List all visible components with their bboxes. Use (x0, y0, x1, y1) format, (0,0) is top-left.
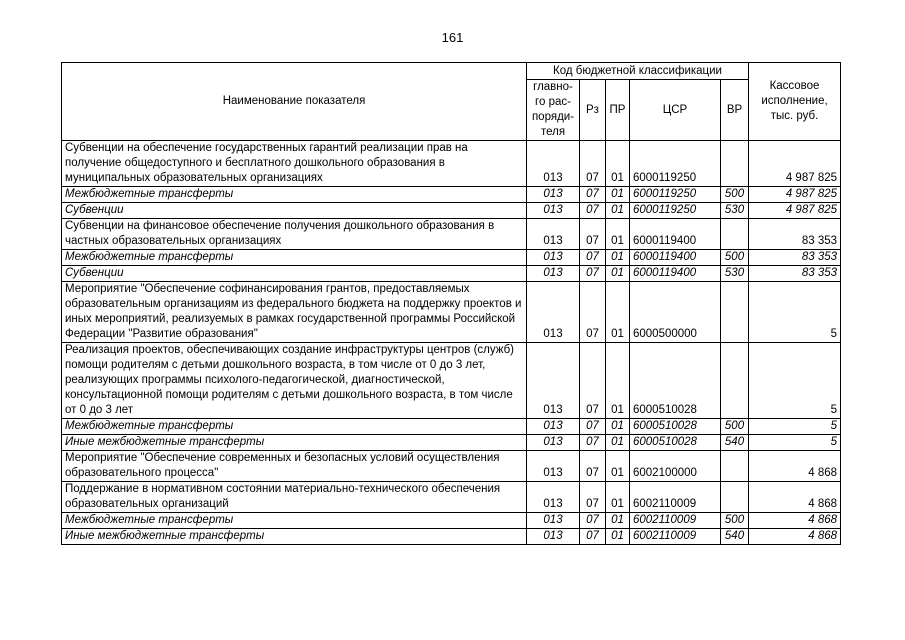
target-article-cell: 6000510028 (630, 343, 721, 419)
amount-cell: 5 (749, 435, 841, 451)
expense-type-cell: 540 (721, 529, 749, 545)
indicator-name-cell: Реализация проектов, обеспечивающих создание инфраструктуры центров (служб) помощи родителям с детьми дошкольного возраста, в том числе от 0 до 3 лет, реализующих программы психолого-педагогической, диагностической, консультационной помощи родителям с детьми дошкольного возраста, в том числе от 0 до 3 лет (62, 343, 527, 419)
amount-cell: 4 987 825 (749, 141, 841, 187)
target-article-cell: 6002110009 (630, 513, 721, 529)
amount-cell: 4 868 (749, 513, 841, 529)
section-cell: 07 (580, 529, 606, 545)
chief-administrator-cell: 013 (527, 451, 580, 482)
table-row (62, 451, 841, 482)
subsection-cell: 01 (606, 529, 630, 545)
target-article-cell: 6002110009 (630, 482, 721, 513)
amount-cell: 4 868 (749, 529, 841, 545)
expense-type-cell (721, 219, 749, 250)
section-cell: 07 (580, 482, 606, 513)
amount-cell: 4 868 (749, 482, 841, 513)
section-cell: 07 (580, 266, 606, 282)
target-article-cell: 6000119250 (630, 187, 721, 203)
subsection-cell: 01 (606, 343, 630, 419)
amount-cell: 5 (749, 419, 841, 435)
indicator-name-cell: Иные межбюджетные трансферты (62, 435, 527, 451)
target-article-cell: 6000510028 (630, 419, 721, 435)
expense-type-cell: 530 (721, 266, 749, 282)
subsection-cell: 01 (606, 513, 630, 529)
section-cell: 07 (580, 187, 606, 203)
amount-cell: 4 987 825 (749, 203, 841, 219)
chief-administrator-cell: 013 (527, 282, 580, 343)
section-cell: 07 (580, 451, 606, 482)
subsection-cell: 01 (606, 219, 630, 250)
header-subsection: ПР (606, 80, 630, 141)
table-row (62, 250, 841, 266)
chief-administrator-cell: 013 (527, 187, 580, 203)
amount-cell: 83 353 (749, 266, 841, 282)
target-article-cell: 6000500000 (630, 282, 721, 343)
table-row (62, 203, 841, 219)
table-row (62, 266, 841, 282)
chief-administrator-cell: 013 (527, 435, 580, 451)
table-body (62, 141, 841, 545)
expense-type-cell (721, 451, 749, 482)
header-indicator-name: Наименование показателя (62, 63, 527, 141)
subsection-cell: 01 (606, 250, 630, 266)
table-row (62, 187, 841, 203)
expense-type-cell: 500 (721, 250, 749, 266)
section-cell: 07 (580, 282, 606, 343)
target-article-cell: 6000119400 (630, 266, 721, 282)
subsection-cell: 01 (606, 266, 630, 282)
indicator-name-cell: Межбюджетные трансферты (62, 250, 527, 266)
table-row (62, 343, 841, 419)
budget-table (61, 62, 841, 545)
subsection-cell: 01 (606, 187, 630, 203)
table-row (62, 219, 841, 250)
target-article-cell: 6002110009 (630, 529, 721, 545)
table-row (62, 513, 841, 529)
amount-cell: 83 353 (749, 219, 841, 250)
amount-cell: 4 868 (749, 451, 841, 482)
expense-type-cell: 540 (721, 435, 749, 451)
chief-administrator-cell: 013 (527, 219, 580, 250)
target-article-cell: 6000119250 (630, 141, 721, 187)
chief-administrator-cell: 013 (527, 343, 580, 419)
indicator-name-cell: Субвенции (62, 203, 527, 219)
chief-administrator-cell: 013 (527, 419, 580, 435)
indicator-name-cell: Мероприятие "Обеспечение софинансирования грантов, предоставляемых образовательным организациям из федерального бюджета на поддержку проектов и иных мероприятий, реализуемых в рамках государственной программы Российской Федерации "Развитие образования" (62, 282, 527, 343)
page-number: 161 (441, 30, 464, 45)
section-cell: 07 (580, 343, 606, 419)
subsection-cell: 01 (606, 482, 630, 513)
section-cell: 07 (580, 435, 606, 451)
section-cell: 07 (580, 141, 606, 187)
table-row (62, 141, 841, 187)
chief-administrator-cell: 013 (527, 482, 580, 513)
subsection-cell: 01 (606, 419, 630, 435)
indicator-name-cell: Субвенции на обеспечение государственных гарантий реализации прав на получение общедоступного и бесплатного дошкольного образования в муниципальных образовательных организациях (62, 141, 527, 187)
subsection-cell: 01 (606, 141, 630, 187)
header-cash-execution (749, 63, 841, 141)
header-cash-execution-text: Кассовое исполнение, тыс. руб. (761, 80, 828, 122)
header-target-article: ЦСР (630, 80, 721, 141)
chief-administrator-cell: 013 (527, 203, 580, 219)
expense-type-cell (721, 141, 749, 187)
section-cell: 07 (580, 419, 606, 435)
target-article-cell: 6000119250 (630, 203, 721, 219)
subsection-cell: 01 (606, 435, 630, 451)
expense-type-cell (721, 482, 749, 513)
section-cell: 07 (580, 513, 606, 529)
header-expense-type: ВР (721, 80, 749, 141)
chief-administrator-cell: 013 (527, 141, 580, 187)
section-cell: 07 (580, 219, 606, 250)
expense-type-cell (721, 343, 749, 419)
header-budget-classification: Код бюджетной классификации (527, 63, 749, 80)
indicator-name-cell: Межбюджетные трансферты (62, 513, 527, 529)
expense-type-cell: 530 (721, 203, 749, 219)
indicator-name-cell: Мероприятие "Обеспечение современных и безопасных условий осуществления образовательного процесса" (62, 451, 527, 482)
indicator-name-cell: Межбюджетные трансферты (62, 187, 527, 203)
section-cell: 07 (580, 250, 606, 266)
expense-type-cell: 500 (721, 419, 749, 435)
subsection-cell: 01 (606, 451, 630, 482)
target-article-cell: 6000119400 (630, 219, 721, 250)
indicator-name-cell: Субвенции (62, 266, 527, 282)
expense-type-cell: 500 (721, 513, 749, 529)
target-article-cell: 6000119400 (630, 250, 721, 266)
table-row (62, 419, 841, 435)
chief-administrator-cell: 013 (527, 529, 580, 545)
indicator-name-cell: Субвенции на финансовое обеспечение получения дошкольного образования в частных образовательных организациях (62, 219, 527, 250)
expense-type-cell: 500 (721, 187, 749, 203)
target-article-cell: 6000510028 (630, 435, 721, 451)
chief-administrator-cell: 013 (527, 266, 580, 282)
amount-cell: 83 353 (749, 250, 841, 266)
amount-cell: 5 (749, 282, 841, 343)
indicator-name-cell: Поддержание в нормативном состоянии материально-технического обеспечения образовательных организаций (62, 482, 527, 513)
indicator-name-cell: Иные межбюджетные трансферты (62, 529, 527, 545)
chief-administrator-cell: 013 (527, 250, 580, 266)
target-article-cell: 6002100000 (630, 451, 721, 482)
table-row (62, 529, 841, 545)
chief-administrator-cell: 013 (527, 513, 580, 529)
subsection-cell: 01 (606, 282, 630, 343)
amount-cell: 4 987 825 (749, 187, 841, 203)
header-chief-administrator-text: главно- го рас- поряди- теля (531, 81, 575, 138)
table-row (62, 435, 841, 451)
amount-cell: 5 (749, 343, 841, 419)
indicator-name-cell: Межбюджетные трансферты (62, 419, 527, 435)
header-chief-administrator (527, 80, 580, 141)
subsection-cell: 01 (606, 203, 630, 219)
table-row (62, 482, 841, 513)
expense-type-cell (721, 282, 749, 343)
section-cell: 07 (580, 203, 606, 219)
table-row (62, 282, 841, 343)
header-section: Рз (580, 80, 606, 141)
